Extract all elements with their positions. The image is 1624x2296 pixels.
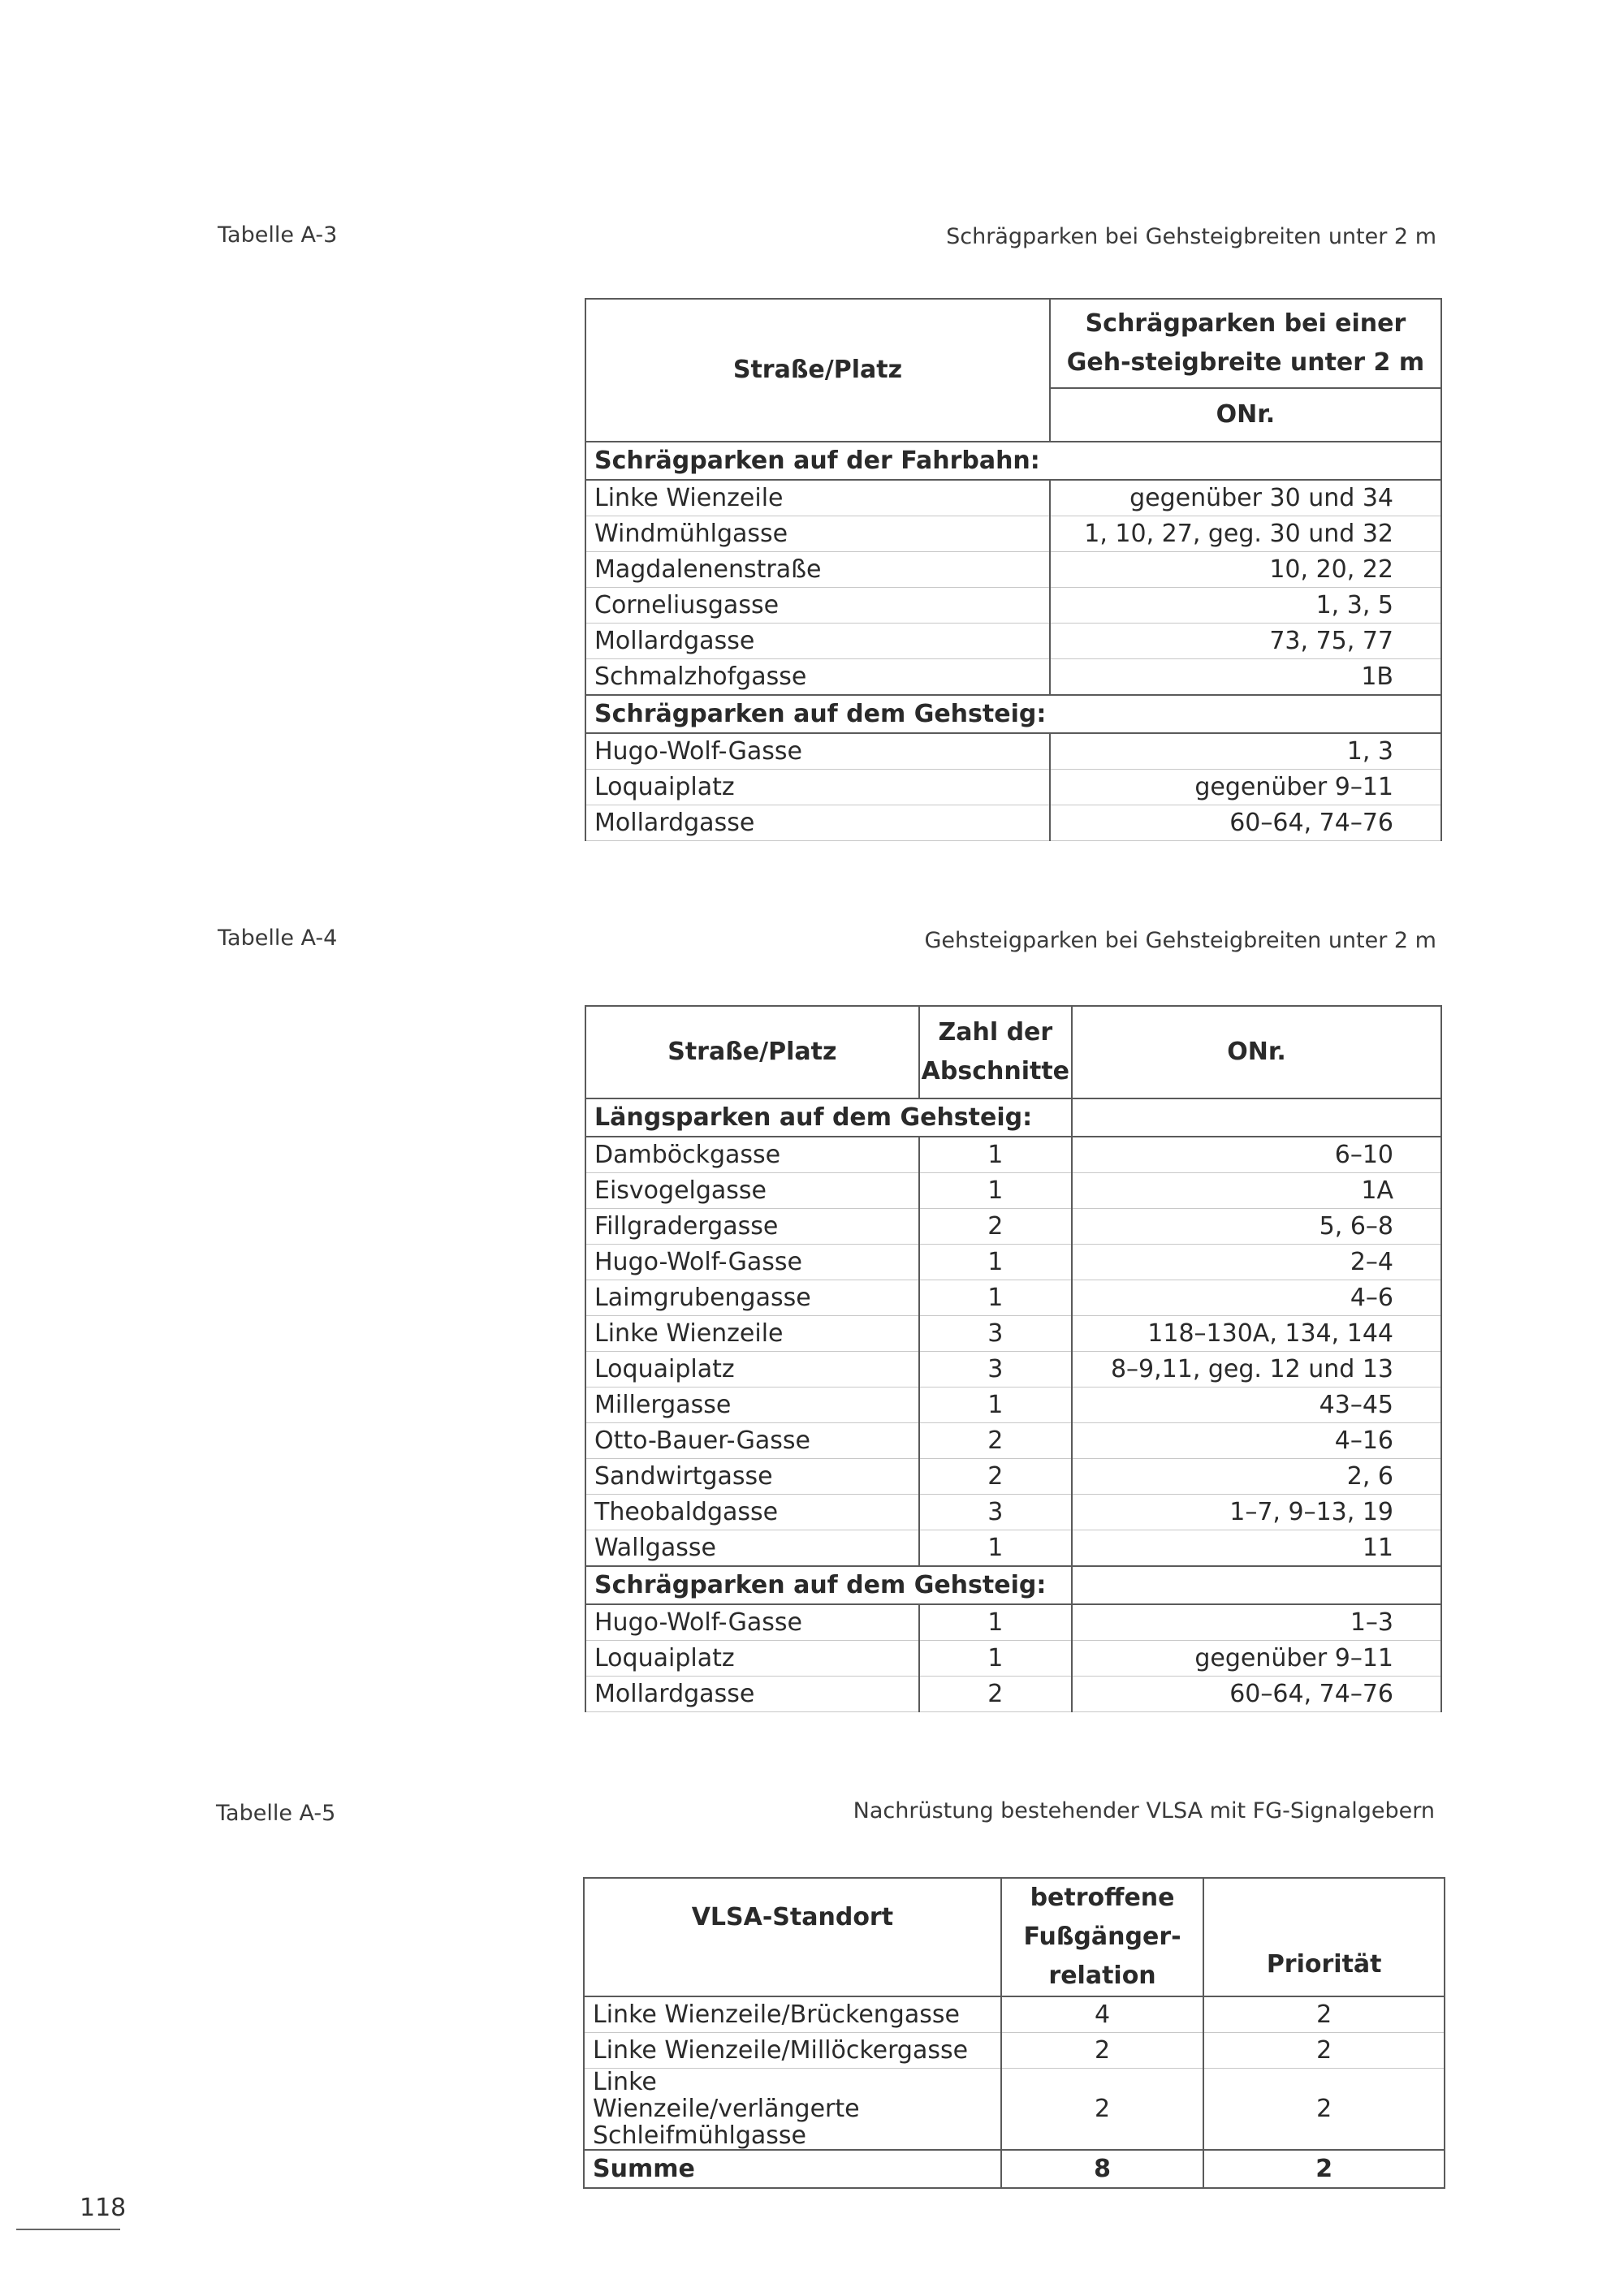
table-row	[585, 1677, 1441, 1712]
table-a5	[583, 1877, 1445, 2189]
count-cell: 1	[919, 1173, 1072, 1209]
street-cell: Mollardgasse	[585, 805, 1050, 841]
table-row	[585, 1388, 1441, 1423]
onr-cell: 60–64, 74–76	[1072, 1677, 1441, 1712]
total-row	[584, 2150, 1445, 2188]
onr-cell: 11	[1072, 1530, 1441, 1567]
table-a5-header-priority: Priorität	[1203, 1878, 1445, 1996]
count-cell: 1	[919, 1245, 1072, 1280]
table-row	[585, 1352, 1441, 1388]
empty-cell	[1072, 1098, 1441, 1137]
count-cell: 1	[919, 1280, 1072, 1316]
table-row	[585, 1173, 1441, 1209]
onr-cell: 8–9,11, geg. 12 und 13	[1072, 1352, 1441, 1388]
table-row	[585, 1137, 1441, 1173]
onr-cell: 1A	[1072, 1173, 1441, 1209]
onr-cell: gegenüber 30 und 34	[1050, 480, 1441, 516]
total-priority: 2	[1203, 2150, 1445, 2188]
table-a5-caption: Nachrüstung bestehender VLSA mit FG-Signalgebern	[853, 1798, 1435, 1823]
location-cell: Linke Wienzeile/Millöckergasse	[584, 2033, 1001, 2069]
street-cell: Mollardgasse	[585, 1677, 919, 1712]
street-cell: Wallgasse	[585, 1530, 919, 1567]
table-a5-header-location: VLSA-Standort	[584, 1878, 1001, 1996]
onr-cell: 2–4	[1072, 1245, 1441, 1280]
count-cell: 2	[919, 1209, 1072, 1245]
table-row	[584, 1996, 1445, 2033]
table-row	[585, 805, 1441, 841]
table-row	[585, 588, 1441, 624]
table-a4-header-street: Straße/Platz	[585, 1006, 919, 1098]
onr-cell: gegenüber 9–11	[1050, 770, 1441, 805]
priority-cell: 2	[1203, 2069, 1445, 2151]
relations-cell: 4	[1001, 1996, 1204, 2033]
table-a4-header-onr: ONr.	[1072, 1006, 1441, 1098]
count-cell: 3	[919, 1495, 1072, 1530]
street-cell: Damböckgasse	[585, 1137, 919, 1173]
onr-cell: 118–130A, 134, 144	[1072, 1316, 1441, 1352]
count-cell: 2	[919, 1423, 1072, 1459]
street-cell: Eisvogelgasse	[585, 1173, 919, 1209]
onr-cell: 5, 6–8	[1072, 1209, 1441, 1245]
onr-cell: 10, 20, 22	[1050, 552, 1441, 588]
table-a3-header-parking: Schrägparken bei einer Geh-steigbreite unter 2 m	[1050, 299, 1441, 388]
relations-cell: 2	[1001, 2069, 1204, 2151]
onr-cell: 4–6	[1072, 1280, 1441, 1316]
empty-cell	[1072, 1566, 1441, 1604]
street-cell: Laimgrubengasse	[585, 1280, 919, 1316]
table-a3-caption: Schrägparken bei Gehsteigbreiten unter 2 m	[946, 224, 1436, 249]
onr-cell: 1, 10, 27, geg. 30 und 32	[1050, 516, 1441, 552]
street-cell: Windmühlgasse	[585, 516, 1050, 552]
count-cell: 3	[919, 1352, 1072, 1388]
table-row	[585, 1530, 1441, 1567]
table-row	[585, 516, 1441, 552]
table-row	[585, 1280, 1441, 1316]
table-row	[585, 1245, 1441, 1280]
table-a5-header-relations: betroffene Fußgänger-relation	[1001, 1878, 1204, 1996]
onr-cell: 60–64, 74–76	[1050, 805, 1441, 841]
count-cell: 1	[919, 1530, 1072, 1567]
street-cell: Sandwirtgasse	[585, 1459, 919, 1495]
street-cell: Schmalzhofgasse	[585, 659, 1050, 696]
relations-cell: 2	[1001, 2033, 1204, 2069]
street-cell: Linke Wienzeile	[585, 480, 1050, 516]
table-row	[585, 659, 1441, 696]
table-a3-header-onr: ONr.	[1050, 388, 1441, 442]
table-row	[584, 2069, 1445, 2151]
street-cell: Loquaiplatz	[585, 770, 1050, 805]
table-row	[585, 552, 1441, 588]
street-cell: Loquaiplatz	[585, 1641, 919, 1677]
table-a4-header-count: Zahl der Abschnitte	[919, 1006, 1072, 1098]
table-row	[585, 1495, 1441, 1530]
table-a4	[585, 1005, 1442, 1712]
street-cell: Hugo-Wolf-Gasse	[585, 733, 1050, 770]
table-row	[584, 2033, 1445, 2069]
table-a5-label: Tabelle A-5	[216, 1801, 336, 1826]
onr-cell: 73, 75, 77	[1050, 624, 1441, 659]
table-row	[585, 1423, 1441, 1459]
street-cell: Hugo-Wolf-Gasse	[585, 1245, 919, 1280]
table-row	[585, 480, 1441, 516]
count-cell: 2	[919, 1459, 1072, 1495]
street-cell: Fillgradergasse	[585, 1209, 919, 1245]
onr-cell: 1, 3, 5	[1050, 588, 1441, 624]
page-number-divider	[16, 2229, 120, 2230]
street-cell: Linke Wienzeile	[585, 1316, 919, 1352]
count-cell: 1	[919, 1641, 1072, 1677]
onr-cell: 1–3	[1072, 1604, 1441, 1641]
page-number: 118	[80, 2194, 127, 2222]
street-cell: Hugo-Wolf-Gasse	[585, 1604, 919, 1641]
onr-cell: 1B	[1050, 659, 1441, 696]
table-a4-section-laengsparken: Längsparken auf dem Gehsteig:	[585, 1098, 1072, 1137]
onr-cell: 2, 6	[1072, 1459, 1441, 1495]
table-row	[585, 1641, 1441, 1677]
street-cell: Corneliusgasse	[585, 588, 1050, 624]
table-a3-label: Tabelle A-3	[218, 222, 338, 248]
street-cell: Magdalenenstraße	[585, 552, 1050, 588]
street-cell: Theobaldgasse	[585, 1495, 919, 1530]
count-cell: 1	[919, 1388, 1072, 1423]
table-row	[585, 624, 1441, 659]
count-cell: 3	[919, 1316, 1072, 1352]
location-cell: Linke Wienzeile/verlängerte Schleifmühlgasse	[584, 2069, 1001, 2151]
street-cell: Mollardgasse	[585, 624, 1050, 659]
onr-cell: 1–7, 9–13, 19	[1072, 1495, 1441, 1530]
table-a3-section-fahrbahn: Schrägparken auf der Fahrbahn:	[585, 442, 1441, 480]
table-a4-section-schraegparken: Schrägparken auf dem Gehsteig:	[585, 1566, 1072, 1604]
onr-cell: 1, 3	[1050, 733, 1441, 770]
total-label: Summe	[584, 2150, 1001, 2188]
onr-cell: gegenüber 9–11	[1072, 1641, 1441, 1677]
location-cell: Linke Wienzeile/Brückengasse	[584, 1996, 1001, 2033]
count-cell: 2	[919, 1677, 1072, 1712]
street-cell: Millergasse	[585, 1388, 919, 1423]
table-a3-header-street: Straße/Platz	[585, 299, 1050, 442]
street-cell: Otto-Bauer-Gasse	[585, 1423, 919, 1459]
table-row	[585, 1604, 1441, 1641]
total-relations: 8	[1001, 2150, 1204, 2188]
table-row	[585, 1209, 1441, 1245]
priority-cell: 2	[1203, 2033, 1445, 2069]
table-a3	[585, 298, 1442, 841]
table-a4-caption: Gehsteigparken bei Gehsteigbreiten unter 2 m	[924, 928, 1436, 953]
onr-cell: 43–45	[1072, 1388, 1441, 1423]
table-row	[585, 1316, 1441, 1352]
count-cell: 1	[919, 1137, 1072, 1173]
count-cell: 1	[919, 1604, 1072, 1641]
table-a3-section-gehsteig: Schrägparken auf dem Gehsteig:	[585, 695, 1441, 733]
onr-cell: 6–10	[1072, 1137, 1441, 1173]
table-row	[585, 1459, 1441, 1495]
table-row	[585, 733, 1441, 770]
onr-cell: 4–16	[1072, 1423, 1441, 1459]
priority-cell: 2	[1203, 1996, 1445, 2033]
table-a4-label: Tabelle A-4	[218, 926, 338, 951]
table-row	[585, 770, 1441, 805]
street-cell: Loquaiplatz	[585, 1352, 919, 1388]
